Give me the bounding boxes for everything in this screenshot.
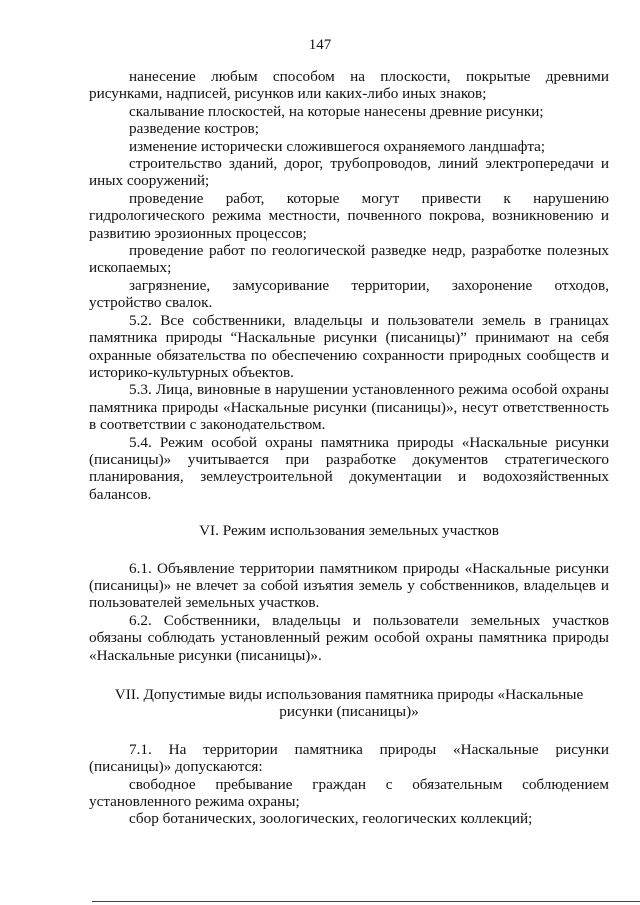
paragraph: 7.1. На территории памятника природы «Наскальные рисунки (писаницы)» допускаются: xyxy=(89,740,609,776)
section-heading: VII. Допустимые виды использования памятника природы «Наскальные рисунки (писаницы)» xyxy=(114,686,584,721)
paragraph: строительство зданий, дорог, трубопроводов, линий электропередачи и иных сооружений; xyxy=(89,155,609,190)
document-body xyxy=(89,68,609,828)
paragraph: разведение костров; xyxy=(129,120,259,138)
paragraph: изменение исторически сложившегося охраняемого ландшафта; xyxy=(129,137,546,155)
paragraph: 6.2. Собственники, владельцы и пользователи земельных участков обязаны соблюдать установленный режим особой охраны памятника природы «Наскальные рисунки (писаницы)». xyxy=(89,611,609,664)
paragraph: 5.3. Лица, виновные в нарушении установленного режима особой охраны памятника природы «Наскальные рисунки (писаницы)», несут ответственность в соответствии с законодательством. xyxy=(89,381,609,434)
section-heading: VI. Режим использования земельных участков xyxy=(199,522,499,540)
paragraph: сбор ботанических, зоологических, геологических коллекций; xyxy=(129,810,533,828)
paragraph: 5.4. Режим особой охраны памятника природы «Наскальные рисунки (писаницы)» учитывается при разработке документов стратегического планирования, землеустроительной документации и водохозяйственных балансов. xyxy=(89,433,609,503)
paragraph: свободное пребывание граждан с обязательным соблюдением установленного режима охраны; xyxy=(89,775,609,811)
paragraph: проведение работ по геологической разведке недр, разработке полезных ископаемых; xyxy=(89,242,609,277)
page-number: 147 xyxy=(308,37,332,53)
paragraph: загрязнение, замусоривание территории, захоронение отходов, устройство свалок. xyxy=(89,276,609,312)
paragraph: нанесение любым способом на плоскости, покрытые древними рисунками, надписей, рисунков или каких-либо иных знаков; xyxy=(89,68,609,103)
paragraph: 5.2. Все собственники, владельцы и пользователи земель в границах памятника природы “Наскальные рисунки (писаницы)” принимают на себя охранные обязательства по обеспечению сохранности природных сообществ и историко-культурных объектов. xyxy=(89,311,609,381)
paragraph: проведение работ, которые могут привести к нарушению гидрологического режима местности, почвенного покрова, возникновению и развитию эрозионных процессов; xyxy=(89,189,609,242)
paragraph: 6.1. Объявление территории памятником природы «Наскальные рисунки (писаницы)» не влечет за собой изъятия земель у собственников, владельцев и пользователей земельных участков. xyxy=(89,559,609,612)
page-edge-line xyxy=(92,901,640,902)
paragraph: скалывание плоскостей, на которые нанесены древние рисунки; xyxy=(129,102,544,120)
